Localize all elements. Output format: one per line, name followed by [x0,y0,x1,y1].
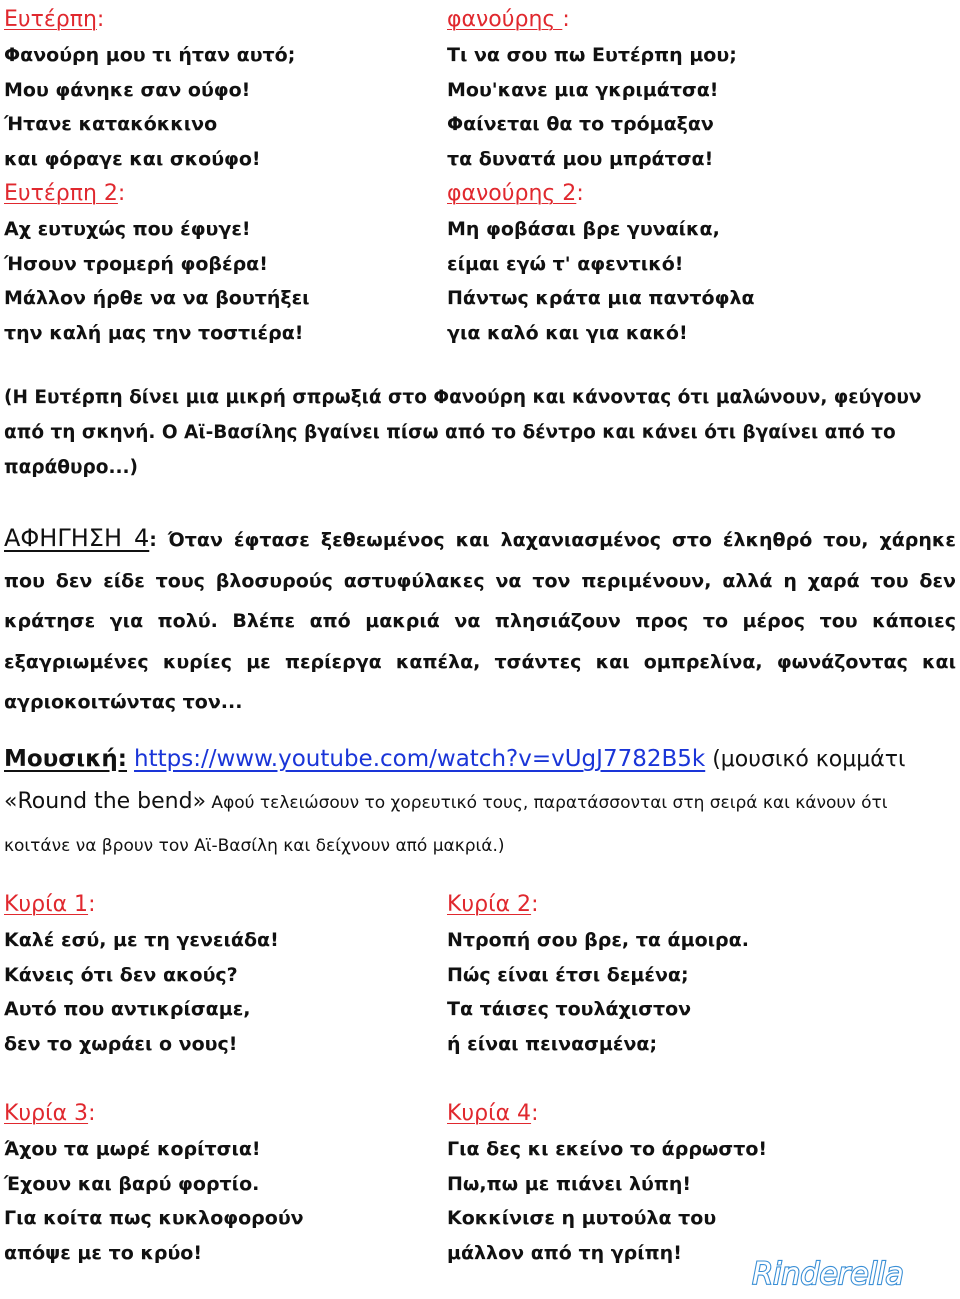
verse-line: Πω,πω με πιάνει λύπη! [447,1172,692,1195]
verse-line: Τι να σου πω Ευτέρπη μου; [447,44,737,66]
verse-line: Κοκκίνισε η μυτούλα του [447,1207,717,1229]
verse-line: Αχ ευτυχώς που έφυγε! [4,218,251,240]
narration-paragraph [4,518,956,723]
verse-line: ή είναι πεινασμένα; [447,1032,658,1055]
speaker-eyterpi: Ευτέρπη: [4,7,105,32]
verse-line: Μη φοβάσαι βρε γυναίκα, [447,218,720,240]
speaker-kyria-2: Κυρία 2: [447,892,539,917]
verse-line: Μου'κανε μια γκριμάτσα! [447,78,719,101]
column-bottom-right-2 [447,1096,767,1270]
speaker-fanouris: φανούρης : [447,7,570,32]
stage-direction: (Η Ευτέρπη δίνει μια μικρή σπρωξιά στο Φανούρη και κάνοντας ότι μαλώνουν, φεύγουν από τη σκηνή. Ο Αϊ-Βασίλης βγαίνει πίσω από το δέντρο και κάνει ότι βγαίνει από το παράθυρο...) [4,387,922,478]
verse-line: Φαίνεται θα το τρόμαξαν [447,113,714,135]
column-bottom-left [4,887,279,1061]
verse-line: Μου φάνηκε σαν ούφο! [4,78,251,101]
speaker-kyria-1: Κυρία 1: [4,892,96,917]
verse-line: Πάντως κράτα μια παντόφλα [447,287,755,309]
verse-line: Καλέ εσύ, με τη γενειάδα! [4,929,279,951]
verse-line: Ήσουν τρομερή φοβέρα! [4,252,268,275]
speaker-kyria-3: Κυρία 3: [4,1101,96,1126]
verse-line: Τα τάισες τουλάχιστον [447,998,692,1020]
verse-line: Έχουν και βαρύ φορτίο. [4,1172,260,1195]
verse-line: δεν το χωράει ο νους! [4,1032,238,1055]
speaker-kyria-4: Κυρία 4: [447,1101,539,1126]
logo-text: Rinderella [752,1257,904,1292]
verse-line: Φανούρη μου τι ήταν αυτό; [4,44,296,66]
verse-line: τα δυνατά μου μπράτσα! [447,147,714,170]
music-track-note: (μουσικό κομμάτι «Round the bend» [4,747,906,814]
verse-line: Ντροπή σου βρε, τα άμοιρα. [447,929,749,951]
verse-line: Ήτανε κατακόκκινο [4,113,218,135]
verse-line: Αυτό που αντικρίσαμε, [4,998,251,1020]
column-top-left [4,2,310,350]
music-link[interactable]: https://www.youtube.com/watch?v=vUgJ7782B5k [134,746,706,772]
music-label: Μουσική: [4,746,128,772]
narration-text: : Όταν έφτασε ξεθεωμένος και λαχανιασμένος στο έλκηθρό του, χάρηκε που δεν είδε τους βλοσυρούς αστυφύλακες να τον περιμένουν, αλλά η χαρά του δεν κράτησε για πολύ. Βλέπε από μακριά να πλησιάζουν προς το μέρος του κάποιες εξαγριωμένες κυρίες με περίεργα καπέλα, τσάντες και ομπρελίνα, φωνάζοντας και αγριοκοιτώντας τον... [4,529,956,713]
verse-line: Για κοίτα πως κυκλοφορούν [4,1207,304,1229]
speaker-fanouris-2: φανούρης 2: [447,181,584,206]
verse-line: Για δες κι εκείνο το άρρωστο! [447,1138,768,1160]
speaker-eyterpi-2: Ευτέρπη 2: [4,181,126,206]
verse-line: Άχου τα μωρέ κορίτσια! [4,1138,261,1160]
rinderella-logo [728,1252,928,1294]
verse-line: είμαι εγώ τ' αφεντικό! [447,252,684,275]
music-paragraph [4,738,956,867]
music-instructions: Αφού τελειώσουν το χορευτικό τους, παρατάσσονται στη σειρά και κάνουν ότι κοιτάνε να βρουν τον Αϊ-Βασίλη και δείχνουν από μακριά.) [4,793,888,856]
narration-title: ΑΦΗΓΗΣΗ 4 [4,524,150,552]
verse-line: απόψε με το κρύο! [4,1241,203,1264]
column-bottom-right [447,887,749,1061]
verse-line: Μάλλον ήρθε να να βουτήξει [4,287,310,309]
column-top-right [447,2,755,350]
column-bottom-left-2 [4,1096,304,1270]
verse-line: για καλό και για κακό! [447,321,688,344]
verse-line: την καλή μας την τοστιέρα! [4,321,304,344]
verse-line: Πώς είναι έτσι δεμένα; [447,963,689,986]
verse-line: και φόραγε και σκούφο! [4,147,261,170]
verse-line: Κάνεις ότι δεν ακούς? [4,963,238,986]
verse-line: μάλλον από τη γρίπη! [447,1241,682,1264]
